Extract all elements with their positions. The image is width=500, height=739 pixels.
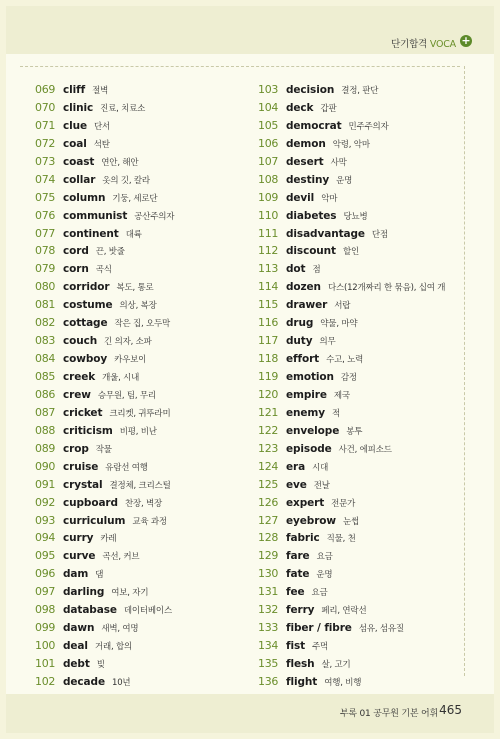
entry-word: coast [63,155,95,168]
entry-number: 133 [258,621,279,635]
entry-number: 088 [35,423,56,437]
vocab-entry [35,474,245,492]
vocab-entry [258,366,468,384]
entry-meaning: 봉투 [346,426,363,437]
vocab-entry [35,79,245,97]
entry-meaning: 시대 [312,462,329,473]
entry-number: 081 [35,298,56,312]
entry-number: 105 [258,118,279,132]
entry-word: flight [286,675,318,688]
entry-word: costume [63,299,113,312]
entry-word: coal [63,137,87,150]
entry-word: eve [286,478,307,491]
entry-word: cliff [63,84,86,96]
entry-meaning: 석탄 [93,139,110,150]
entry-meaning: 기둥, 세로단 [112,193,158,204]
entry-meaning: 카우보이 [114,355,147,366]
vocab-entry [35,97,245,115]
entry-meaning: 절벽 [92,86,109,96]
entry-number: 113 [258,262,279,276]
entry-number: 085 [35,370,56,383]
vocab-entry [35,527,245,545]
entry-word: corridor [63,281,110,294]
vocab-entry [258,545,468,563]
vocab-entry [258,581,468,599]
entry-meaning: 결정, 판단 [341,86,379,96]
entry-meaning: 끈, 밧줄 [95,247,125,258]
vocab-entry [258,151,468,169]
entry-meaning: 교육 과정 [132,516,167,527]
entry-number: 093 [35,513,56,527]
entry-number: 096 [35,567,56,581]
vocab-entry [258,420,468,438]
entry-word: diabetes [286,209,337,222]
entry-word: cruise [63,460,99,473]
vocab-entry [258,653,468,671]
entry-word: devil [286,191,315,204]
entry-meaning: 점 [312,265,321,276]
vocab-entry [35,438,245,456]
vocab-entry [35,169,245,187]
entry-number: 112 [258,244,279,258]
vocab-entry [258,294,468,312]
entry-meaning: 유람선 여행 [105,462,148,473]
vocab-entry [35,151,245,169]
entry-meaning: 댐 [95,570,104,581]
entry-number: 135 [258,657,279,670]
entry-word: cottage [63,317,108,330]
vocab-entry [258,635,468,653]
vocab-entry [35,402,245,420]
entry-number: 072 [35,136,56,150]
entry-meaning: 당뇨병 [343,211,368,222]
entry-meaning: 긴 의자, 소파 [104,337,152,348]
entry-number: 122 [258,423,279,437]
entry-number: 082 [35,316,56,330]
entry-word: collar [63,173,96,186]
entry-word: debt [63,658,90,670]
entry-meaning: 적 [332,408,341,419]
entry-number: 077 [35,226,56,240]
entry-meaning: 민주주의자 [348,121,389,132]
vocab-entry [258,510,468,528]
entry-meaning: 거래, 합의 [94,642,132,653]
entry-number: 100 [35,639,56,653]
entry-number: 098 [35,603,56,617]
entry-meaning: 주먹 [312,642,329,653]
entry-number: 127 [258,513,279,527]
entry-word: curriculum [63,514,126,527]
entry-meaning: 진료, 치료소 [100,103,146,114]
entry-number: 126 [258,495,279,509]
entry-meaning: 페리, 연락선 [321,606,367,617]
entry-word: enemy [286,406,326,419]
vocab-entry [258,133,468,151]
vocab-entry [258,312,468,330]
vocab-entry [35,223,245,241]
entry-meaning: 눈썹 [343,516,360,527]
entry-word: crew [63,388,91,401]
vocab-entry [258,384,468,402]
entry-number: 131 [258,585,279,599]
vocab-entry [258,223,468,241]
header-title: 단기합격 VOCA [391,39,456,50]
entry-word: eyebrow [286,514,336,527]
entry-meaning: 공산주의자 [134,211,175,222]
vocab-entry [258,115,468,133]
entry-meaning: 살, 고기 [321,660,351,670]
entry-word: effort [286,353,320,366]
entry-number: 107 [258,154,279,168]
entry-meaning: 제국 [333,390,350,401]
entry-number: 083 [35,334,56,348]
entry-meaning: 서랍 [334,301,351,312]
vocab-entry [35,384,245,402]
entry-number: 110 [258,208,279,222]
entry-meaning: 작물 [95,444,112,455]
page-number: 465 [439,703,462,717]
entry-meaning: 의무 [319,337,336,348]
entry-meaning: 약물, 마약 [320,319,358,330]
entry-word: drug [286,317,314,330]
entry-word: curry [63,532,94,545]
vocab-entry [35,581,245,599]
entry-number: 115 [258,298,279,312]
vocab-entry [258,240,468,258]
entry-number: 075 [35,190,56,204]
entry-word: disadvantage [286,227,365,240]
vocab-entry [258,276,468,294]
page-footer [6,694,494,733]
entry-word: creek [63,371,96,383]
entry-word: fist [286,640,306,653]
entry-word: destiny [286,173,330,186]
vocab-entry [35,492,245,510]
entry-meaning: 10년 [112,677,131,688]
entry-number: 118 [258,352,279,366]
entry-number: 125 [258,477,279,491]
entry-number: 095 [35,549,56,563]
entry-meaning: 비평, 비난 [119,426,157,437]
entry-word: dozen [286,281,321,294]
entry-meaning: 여보, 자기 [111,588,149,599]
entry-number: 080 [35,280,56,294]
entry-number: 099 [35,621,56,635]
vocab-entry [258,438,468,456]
entry-meaning: 직물, 천 [326,534,356,545]
entry-meaning: 곡선, 커브 [102,552,140,563]
entry-number: 076 [35,208,56,222]
entry-word: fate [286,568,310,581]
entry-number: 108 [258,172,279,186]
entry-word: dawn [63,622,95,635]
entry-meaning: 감정 [340,373,357,383]
vocab-entry [35,599,245,617]
entry-meaning: 전날 [313,480,330,491]
entry-number: 111 [258,226,279,240]
entry-number: 069 [35,83,56,96]
vocab-entry [258,330,468,348]
entry-word: episode [286,442,332,455]
entry-number: 070 [35,100,56,114]
entry-meaning: 사건, 에피소드 [338,444,392,455]
entry-number: 119 [258,370,279,383]
vocab-entry [35,510,245,528]
vocab-entry [35,456,245,474]
entry-meaning: 악마 [321,193,338,204]
entry-word: curve [63,550,96,563]
entry-number: 094 [35,531,56,545]
book-page [6,6,494,733]
entry-word: decision [286,84,335,96]
entry-number: 102 [35,674,56,688]
entry-word: deal [63,640,88,653]
entry-word: fabric [286,532,320,545]
entry-number: 079 [35,262,56,276]
entry-word: fee [286,586,305,599]
entry-number: 086 [35,387,56,401]
vocab-entry [35,294,245,312]
vocab-entry [35,205,245,223]
entry-number: 097 [35,585,56,599]
entry-number: 089 [35,441,56,455]
vocab-entry [258,671,468,689]
entry-meaning: 승무원, 팀, 무리 [97,390,156,401]
entry-word: dot [286,263,306,276]
entry-meaning: 크리켓, 귀뚜라미 [109,408,171,419]
vocab-entry [35,653,245,671]
entry-word: demon [286,137,326,150]
entry-number: 132 [258,603,279,617]
entry-number: 071 [35,118,56,132]
entry-meaning: 옷의 깃, 칼라 [102,175,150,186]
entry-word: couch [63,335,98,348]
entry-meaning: 복도, 통로 [116,283,154,294]
entry-word: deck [286,101,314,114]
vocab-column-right [258,79,468,689]
entry-word: clue [63,119,88,132]
vocab-entry [258,617,468,635]
vocab-entry [258,474,468,492]
entry-word: envelope [286,424,340,437]
entry-meaning: 개울, 시내 [102,373,140,383]
entry-word: column [63,191,106,204]
entry-number: 104 [258,100,279,114]
entry-word: ferry [286,604,315,617]
entry-meaning: 여행, 비행 [324,677,362,688]
entry-word: fare [286,550,310,563]
entry-number: 114 [258,280,279,294]
entry-number: 130 [258,567,279,581]
vocab-entry [35,240,245,258]
entry-word: fiber / fibre [286,622,352,635]
vocab-entry [258,456,468,474]
entry-word: desert [286,155,324,168]
entry-word: expert [286,496,325,509]
entry-number: 121 [258,405,279,419]
vocab-entry [35,563,245,581]
entry-meaning: 빚 [96,660,105,670]
vocab-entry [35,187,245,205]
page-header [6,6,494,54]
entry-meaning: 카레 [100,534,117,545]
vocab-entry [35,312,245,330]
vocab-entry [258,258,468,276]
entry-number: 123 [258,441,279,455]
entry-word: crop [63,442,89,455]
entry-number: 129 [258,549,279,563]
entry-meaning: 새벽, 여명 [101,624,139,635]
vocab-entry [35,258,245,276]
entry-number: 117 [258,334,279,348]
entry-word: database [63,604,117,617]
entry-meaning: 할인 [342,247,360,258]
entry-meaning: 갑판 [320,103,337,114]
entry-meaning: 데이터베이스 [123,606,172,617]
entry-word: era [286,460,306,473]
entry-word: dam [63,568,89,581]
entry-meaning: 요금 [311,588,328,599]
entry-number: 073 [35,154,56,168]
entry-meaning: 연안, 해안 [101,157,139,168]
footer-text: 부록 01 공무원 기본 어휘 [339,709,438,719]
vocab-entry [35,366,245,384]
entry-number: 101 [35,657,56,670]
vocab-column-left [35,79,245,689]
entry-word: democrat [286,119,342,132]
vocab-entry [35,276,245,294]
vocab-entry [258,97,468,115]
entry-meaning: 요금 [316,552,333,563]
vocab-entry [35,617,245,635]
entry-meaning: 의상, 복장 [119,301,157,312]
entry-word: discount [286,245,336,258]
top-dashed-divider [20,66,460,67]
entry-word: communist [63,209,128,222]
entry-word: cricket [63,406,103,419]
entry-word: criticism [63,424,113,437]
vocab-entry [258,492,468,510]
entry-word: crystal [63,478,103,491]
vocab-entry [35,635,245,653]
entry-meaning: 악령, 악마 [332,139,370,150]
entry-meaning: 사막 [330,157,347,168]
entry-meaning: 운명 [316,570,333,581]
entry-number: 116 [258,316,279,330]
plus-circle-icon: + [461,34,471,47]
entry-word: clinic [63,101,94,114]
vocab-entry [258,205,468,223]
entry-word: darling [63,586,105,599]
entry-number: 134 [258,639,279,653]
vocab-entry [258,527,468,545]
entry-number: 087 [35,405,56,419]
vocab-entry [35,420,245,438]
entry-number: 103 [258,83,279,96]
entry-word: continent [63,227,119,240]
entry-number: 124 [258,459,279,473]
vocab-entry [35,671,245,689]
entry-number: 091 [35,477,56,491]
entry-number: 120 [258,387,279,401]
entry-number: 092 [35,495,56,509]
entry-meaning: 결정체, 크리스털 [109,480,171,491]
entry-number: 136 [258,674,279,688]
vocab-entry [258,169,468,187]
vocab-entry [35,115,245,133]
entry-meaning: 섬유, 섬유질 [358,624,404,635]
entry-meaning: 다스(12개짜리 한 묶음), 십여 개 [327,283,446,294]
entry-meaning: 곡식 [95,265,112,276]
vocab-entry [258,79,468,97]
entry-word: flesh [286,658,315,670]
entry-meaning: 작은 집, 오두막 [114,319,171,330]
vocab-entry [35,545,245,563]
entry-meaning: 전문가 [331,498,356,509]
entry-word: drawer [286,299,328,312]
entry-meaning: 단점 [371,229,388,240]
vocab-entry [35,330,245,348]
entry-number: 109 [258,190,279,204]
vocab-entry [258,599,468,617]
entry-number: 074 [35,172,56,186]
entry-word: cupboard [63,496,118,509]
entry-meaning: 찬장, 벽장 [124,498,162,509]
entry-number: 128 [258,531,279,545]
entry-word: duty [286,335,313,348]
entry-word: emotion [286,371,334,383]
entry-meaning: 단서 [94,121,111,132]
entry-number: 084 [35,352,56,366]
entry-word: corn [63,263,89,276]
vocab-entry [258,187,468,205]
entry-word: cowboy [63,353,108,366]
vocab-entry [35,348,245,366]
vocab-entry [258,348,468,366]
vocab-entry [258,402,468,420]
entry-meaning: 수고, 노력 [326,355,364,366]
vocab-entry [35,133,245,151]
entry-number: 090 [35,459,56,473]
entry-meaning: 운명 [336,175,353,186]
entry-number: 078 [35,244,56,258]
entry-meaning: 대륙 [125,229,142,240]
entry-number: 106 [258,136,279,150]
vocab-entry [258,563,468,581]
entry-word: decade [63,675,105,688]
entry-word: empire [286,388,327,401]
entry-word: cord [63,245,89,258]
